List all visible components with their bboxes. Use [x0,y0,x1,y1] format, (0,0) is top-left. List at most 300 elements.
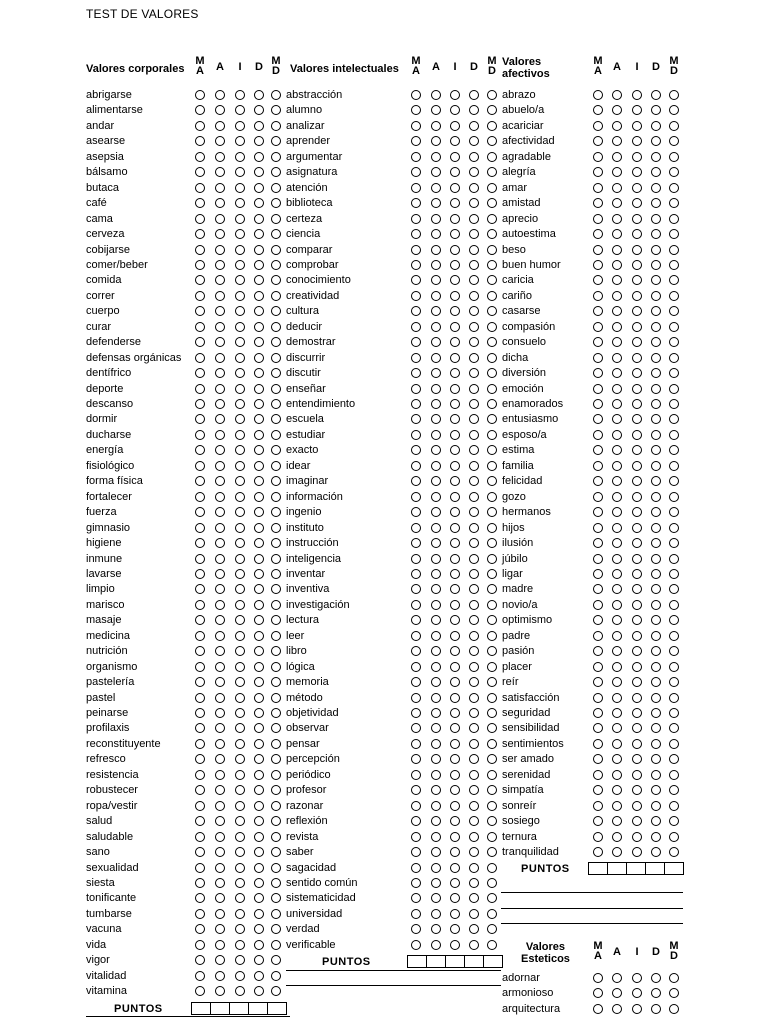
afectivos-rating-d-radio[interactable] [651,337,661,347]
intelectuales-rating-d-radio[interactable] [469,198,479,208]
afectivos-rating-ma-radio[interactable] [593,430,603,440]
afectivos-rating-d-radio[interactable] [651,214,661,224]
corporales-rating-md-radio[interactable] [271,198,281,208]
corporales-rating-a-radio[interactable] [215,476,225,486]
afectivos-rating-i-radio[interactable] [632,306,642,316]
corporales-rating-d-radio[interactable] [254,677,264,687]
corporales-rating-ma-radio[interactable] [195,569,205,579]
intelectuales-rating-ma-radio[interactable] [411,430,421,440]
corporales-rating-ma-radio[interactable] [195,291,205,301]
corporales-rating-a-radio[interactable] [215,940,225,950]
intelectuales-rating-i-radio[interactable] [450,152,460,162]
corporales-rating-i-radio[interactable] [235,306,245,316]
intelectuales-rating-ma-radio[interactable] [411,584,421,594]
afectivos-rating-ma-radio[interactable] [593,615,603,625]
corporales-rating-md-radio[interactable] [271,152,281,162]
corporales-rating-ma-radio[interactable] [195,523,205,533]
esteticos-rating-i-radio[interactable] [632,973,642,983]
corporales-rating-d-radio[interactable] [254,816,264,826]
intelectuales-rating-d-radio[interactable] [469,940,479,950]
intelectuales-rating-d-radio[interactable] [469,260,479,270]
intelectuales-rating-ma-radio[interactable] [411,893,421,903]
corporales-rating-md-radio[interactable] [271,584,281,594]
corporales-rating-md-radio[interactable] [271,816,281,826]
afectivos-rating-d-radio[interactable] [651,430,661,440]
intelectuales-rating-i-radio[interactable] [450,770,460,780]
corporales-rating-md-radio[interactable] [271,445,281,455]
afectivos-rating-i-radio[interactable] [632,291,642,301]
afectivos-rating-i-radio[interactable] [632,136,642,146]
corporales-rating-i-radio[interactable] [235,198,245,208]
intelectuales-rating-i-radio[interactable] [450,538,460,548]
corporales-rating-i-radio[interactable] [235,337,245,347]
afectivos-rating-ma-radio[interactable] [593,584,603,594]
corporales-rating-i-radio[interactable] [235,847,245,857]
corporales-rating-ma-radio[interactable] [195,337,205,347]
corporales-rating-i-radio[interactable] [235,739,245,749]
intelectuales-rating-i-radio[interactable] [450,183,460,193]
intelectuales-rating-ma-radio[interactable] [411,291,421,301]
corporales-rating-ma-radio[interactable] [195,677,205,687]
corporales-rating-d-radio[interactable] [254,646,264,656]
corporales-rating-a-radio[interactable] [215,198,225,208]
corporales-rating-ma-radio[interactable] [195,538,205,548]
intelectuales-rating-d-radio[interactable] [469,353,479,363]
afectivos-rating-a-radio[interactable] [612,785,622,795]
corporales-rating-md-radio[interactable] [271,600,281,610]
corporales-rating-md-radio[interactable] [271,384,281,394]
afectivos-rating-ma-radio[interactable] [593,523,603,533]
intelectuales-rating-ma-radio[interactable] [411,723,421,733]
afectivos-rating-a-radio[interactable] [612,275,622,285]
intelectuales-rating-a-radio[interactable] [431,631,441,641]
corporales-rating-d-radio[interactable] [254,801,264,811]
corporales-puntos-score-cell[interactable] [249,1003,268,1014]
intelectuales-rating-md-radio[interactable] [487,90,497,100]
intelectuales-rating-a-radio[interactable] [431,337,441,347]
intelectuales-rating-ma-radio[interactable] [411,739,421,749]
intelectuales-rating-ma-radio[interactable] [411,229,421,239]
intelectuales-rating-d-radio[interactable] [469,430,479,440]
intelectuales-rating-md-radio[interactable] [487,554,497,564]
afectivos-rating-md-radio[interactable] [669,723,679,733]
afectivos-rating-d-radio[interactable] [651,461,661,471]
corporales-rating-a-radio[interactable] [215,337,225,347]
intelectuales-rating-d-radio[interactable] [469,770,479,780]
intelectuales-rating-a-radio[interactable] [431,832,441,842]
afectivos-rating-i-radio[interactable] [632,275,642,285]
intelectuales-rating-i-radio[interactable] [450,291,460,301]
intelectuales-rating-a-radio[interactable] [431,368,441,378]
corporales-rating-ma-radio[interactable] [195,847,205,857]
afectivos-rating-i-radio[interactable] [632,445,642,455]
afectivos-rating-ma-radio[interactable] [593,214,603,224]
intelectuales-rating-ma-radio[interactable] [411,399,421,409]
corporales-rating-d-radio[interactable] [254,940,264,950]
intelectuales-rating-ma-radio[interactable] [411,554,421,564]
afectivos-rating-md-radio[interactable] [669,353,679,363]
afectivos-rating-md-radio[interactable] [669,554,679,564]
afectivos-rating-a-radio[interactable] [612,739,622,749]
afectivos-rating-a-radio[interactable] [612,353,622,363]
intelectuales-rating-md-radio[interactable] [487,322,497,332]
afectivos-rating-d-radio[interactable] [651,414,661,424]
afectivos-rating-md-radio[interactable] [669,368,679,378]
intelectuales-puntos-score-cell[interactable] [484,956,502,967]
corporales-rating-ma-radio[interactable] [195,476,205,486]
intelectuales-rating-a-radio[interactable] [431,662,441,672]
corporales-rating-md-radio[interactable] [271,275,281,285]
corporales-rating-a-radio[interactable] [215,368,225,378]
intelectuales-rating-d-radio[interactable] [469,615,479,625]
afectivos-rating-md-radio[interactable] [669,260,679,270]
afectivos-rating-d-radio[interactable] [651,584,661,594]
intelectuales-rating-d-radio[interactable] [469,847,479,857]
intelectuales-rating-d-radio[interactable] [469,337,479,347]
corporales-rating-d-radio[interactable] [254,863,264,873]
intelectuales-rating-a-radio[interactable] [431,291,441,301]
esteticos-rating-ma-radio[interactable] [593,988,603,998]
intelectuales-rating-d-radio[interactable] [469,136,479,146]
afectivos-rating-d-radio[interactable] [651,167,661,177]
afectivos-rating-md-radio[interactable] [669,832,679,842]
intelectuales-rating-d-radio[interactable] [469,924,479,934]
intelectuales-rating-ma-radio[interactable] [411,924,421,934]
afectivos-rating-d-radio[interactable] [651,322,661,332]
corporales-rating-ma-radio[interactable] [195,708,205,718]
afectivos-rating-d-radio[interactable] [651,105,661,115]
intelectuales-rating-md-radio[interactable] [487,662,497,672]
afectivos-rating-d-radio[interactable] [651,569,661,579]
afectivos-rating-md-radio[interactable] [669,770,679,780]
intelectuales-rating-md-radio[interactable] [487,337,497,347]
intelectuales-rating-ma-radio[interactable] [411,538,421,548]
afectivos-rating-d-radio[interactable] [651,492,661,502]
corporales-rating-d-radio[interactable] [254,275,264,285]
afectivos-rating-ma-radio[interactable] [593,414,603,424]
afectivos-rating-a-radio[interactable] [612,584,622,594]
afectivos-rating-a-radio[interactable] [612,677,622,687]
afectivos-rating-i-radio[interactable] [632,770,642,780]
afectivos-rating-md-radio[interactable] [669,600,679,610]
intelectuales-rating-a-radio[interactable] [431,445,441,455]
intelectuales-rating-a-radio[interactable] [431,646,441,656]
corporales-rating-d-radio[interactable] [254,909,264,919]
intelectuales-rating-d-radio[interactable] [469,816,479,826]
corporales-rating-ma-radio[interactable] [195,414,205,424]
corporales-rating-d-radio[interactable] [254,337,264,347]
afectivos-rating-ma-radio[interactable] [593,121,603,131]
intelectuales-rating-i-radio[interactable] [450,445,460,455]
corporales-rating-d-radio[interactable] [254,445,264,455]
corporales-rating-md-radio[interactable] [271,615,281,625]
afectivos-rating-d-radio[interactable] [651,368,661,378]
afectivos-rating-i-radio[interactable] [632,816,642,826]
afectivos-rating-md-radio[interactable] [669,105,679,115]
corporales-rating-i-radio[interactable] [235,167,245,177]
afectivos-rating-ma-radio[interactable] [593,183,603,193]
intelectuales-rating-d-radio[interactable] [469,229,479,239]
afectivos-rating-i-radio[interactable] [632,662,642,672]
corporales-rating-i-radio[interactable] [235,353,245,363]
intelectuales-rating-i-radio[interactable] [450,739,460,749]
intelectuales-rating-a-radio[interactable] [431,723,441,733]
intelectuales-rating-d-radio[interactable] [469,569,479,579]
intelectuales-rating-a-radio[interactable] [431,214,441,224]
afectivos-rating-i-radio[interactable] [632,152,642,162]
corporales-rating-i-radio[interactable] [235,893,245,903]
corporales-rating-a-radio[interactable] [215,260,225,270]
afectivos-rating-md-radio[interactable] [669,584,679,594]
afectivos-rating-d-radio[interactable] [651,136,661,146]
corporales-rating-md-radio[interactable] [271,554,281,564]
afectivos-rating-ma-radio[interactable] [593,337,603,347]
corporales-rating-d-radio[interactable] [254,492,264,502]
intelectuales-rating-i-radio[interactable] [450,322,460,332]
corporales-rating-md-radio[interactable] [271,693,281,703]
corporales-rating-ma-radio[interactable] [195,492,205,502]
corporales-rating-i-radio[interactable] [235,291,245,301]
afectivos-rating-a-radio[interactable] [612,723,622,733]
afectivos-rating-md-radio[interactable] [669,275,679,285]
intelectuales-rating-ma-radio[interactable] [411,940,421,950]
intelectuales-rating-i-radio[interactable] [450,121,460,131]
corporales-rating-a-radio[interactable] [215,569,225,579]
intelectuales-rating-ma-radio[interactable] [411,785,421,795]
afectivos-rating-md-radio[interactable] [669,337,679,347]
corporales-rating-md-radio[interactable] [271,167,281,177]
corporales-rating-i-radio[interactable] [235,476,245,486]
afectivos-rating-ma-radio[interactable] [593,445,603,455]
corporales-rating-ma-radio[interactable] [195,260,205,270]
intelectuales-rating-md-radio[interactable] [487,384,497,394]
intelectuales-rating-md-radio[interactable] [487,863,497,873]
corporales-rating-d-radio[interactable] [254,847,264,857]
afectivos-rating-md-radio[interactable] [669,136,679,146]
intelectuales-rating-md-radio[interactable] [487,291,497,301]
intelectuales-rating-md-radio[interactable] [487,770,497,780]
intelectuales-rating-d-radio[interactable] [469,322,479,332]
afectivos-rating-md-radio[interactable] [669,445,679,455]
corporales-rating-i-radio[interactable] [235,507,245,517]
afectivos-rating-a-radio[interactable] [612,260,622,270]
esteticos-rating-i-radio[interactable] [632,1004,642,1014]
intelectuales-rating-ma-radio[interactable] [411,708,421,718]
afectivos-rating-i-radio[interactable] [632,708,642,718]
intelectuales-rating-d-radio[interactable] [469,646,479,656]
intelectuales-rating-ma-radio[interactable] [411,368,421,378]
corporales-rating-md-radio[interactable] [271,136,281,146]
afectivos-rating-d-radio[interactable] [651,260,661,270]
corporales-rating-i-radio[interactable] [235,105,245,115]
afectivos-rating-a-radio[interactable] [612,615,622,625]
intelectuales-rating-i-radio[interactable] [450,399,460,409]
corporales-rating-i-radio[interactable] [235,183,245,193]
corporales-rating-a-radio[interactable] [215,693,225,703]
afectivos-rating-a-radio[interactable] [612,245,622,255]
corporales-rating-d-radio[interactable] [254,229,264,239]
corporales-puntos-score-cell[interactable] [268,1003,286,1014]
intelectuales-rating-a-radio[interactable] [431,136,441,146]
intelectuales-rating-i-radio[interactable] [450,260,460,270]
intelectuales-rating-d-radio[interactable] [469,121,479,131]
intelectuales-rating-i-radio[interactable] [450,105,460,115]
corporales-rating-d-radio[interactable] [254,584,264,594]
afectivos-rating-a-radio[interactable] [612,646,622,656]
intelectuales-rating-d-radio[interactable] [469,167,479,177]
intelectuales-rating-ma-radio[interactable] [411,275,421,285]
corporales-rating-md-radio[interactable] [271,940,281,950]
intelectuales-rating-d-radio[interactable] [469,368,479,378]
corporales-rating-md-radio[interactable] [271,631,281,641]
corporales-rating-d-radio[interactable] [254,986,264,996]
intelectuales-rating-d-radio[interactable] [469,461,479,471]
corporales-rating-md-radio[interactable] [271,461,281,471]
afectivos-rating-d-radio[interactable] [651,708,661,718]
corporales-rating-md-radio[interactable] [271,492,281,502]
intelectuales-rating-i-radio[interactable] [450,337,460,347]
afectivos-rating-i-radio[interactable] [632,801,642,811]
corporales-rating-md-radio[interactable] [271,183,281,193]
corporales-rating-i-radio[interactable] [235,492,245,502]
corporales-rating-a-radio[interactable] [215,275,225,285]
intelectuales-rating-a-radio[interactable] [431,353,441,363]
corporales-rating-i-radio[interactable] [235,662,245,672]
afectivos-rating-i-radio[interactable] [632,785,642,795]
afectivos-rating-md-radio[interactable] [669,430,679,440]
corporales-rating-ma-radio[interactable] [195,863,205,873]
intelectuales-rating-md-radio[interactable] [487,940,497,950]
corporales-rating-ma-radio[interactable] [195,940,205,950]
afectivos-rating-i-radio[interactable] [632,229,642,239]
afectivos-rating-ma-radio[interactable] [593,646,603,656]
intelectuales-rating-md-radio[interactable] [487,121,497,131]
corporales-rating-a-radio[interactable] [215,430,225,440]
afectivos-rating-i-radio[interactable] [632,167,642,177]
corporales-rating-ma-radio[interactable] [195,955,205,965]
corporales-rating-a-radio[interactable] [215,183,225,193]
corporales-rating-i-radio[interactable] [235,631,245,641]
corporales-rating-md-radio[interactable] [271,986,281,996]
intelectuales-rating-i-radio[interactable] [450,801,460,811]
corporales-rating-i-radio[interactable] [235,693,245,703]
intelectuales-rating-a-radio[interactable] [431,584,441,594]
corporales-rating-ma-radio[interactable] [195,353,205,363]
intelectuales-rating-d-radio[interactable] [469,801,479,811]
corporales-rating-i-radio[interactable] [235,940,245,950]
intelectuales-rating-i-radio[interactable] [450,353,460,363]
afectivos-rating-a-radio[interactable] [612,461,622,471]
corporales-rating-d-radio[interactable] [254,322,264,332]
corporales-rating-ma-radio[interactable] [195,662,205,672]
afectivos-rating-i-radio[interactable] [632,245,642,255]
afectivos-rating-md-radio[interactable] [669,229,679,239]
corporales-rating-i-radio[interactable] [235,600,245,610]
corporales-rating-md-radio[interactable] [271,971,281,981]
intelectuales-rating-ma-radio[interactable] [411,414,421,424]
corporales-rating-ma-radio[interactable] [195,554,205,564]
afectivos-rating-ma-radio[interactable] [593,723,603,733]
afectivos-rating-d-radio[interactable] [651,631,661,641]
corporales-rating-md-radio[interactable] [271,955,281,965]
afectivos-rating-md-radio[interactable] [669,677,679,687]
corporales-rating-i-radio[interactable] [235,986,245,996]
afectivos-rating-d-radio[interactable] [651,121,661,131]
afectivos-rating-ma-radio[interactable] [593,677,603,687]
afectivos-rating-md-radio[interactable] [669,492,679,502]
corporales-rating-a-radio[interactable] [215,584,225,594]
corporales-rating-d-radio[interactable] [254,600,264,610]
intelectuales-rating-ma-radio[interactable] [411,523,421,533]
intelectuales-rating-i-radio[interactable] [450,847,460,857]
intelectuales-rating-a-radio[interactable] [431,90,441,100]
corporales-rating-d-radio[interactable] [254,152,264,162]
intelectuales-rating-i-radio[interactable] [450,662,460,672]
afectivos-rating-ma-radio[interactable] [593,399,603,409]
intelectuales-rating-md-radio[interactable] [487,306,497,316]
corporales-rating-a-radio[interactable] [215,399,225,409]
afectivos-rating-d-radio[interactable] [651,198,661,208]
corporales-rating-d-radio[interactable] [254,291,264,301]
afectivos-rating-a-radio[interactable] [612,569,622,579]
corporales-rating-d-radio[interactable] [254,878,264,888]
intelectuales-rating-ma-radio[interactable] [411,646,421,656]
afectivos-rating-ma-radio[interactable] [593,245,603,255]
corporales-rating-a-radio[interactable] [215,723,225,733]
afectivos-rating-md-radio[interactable] [669,198,679,208]
corporales-rating-a-radio[interactable] [215,754,225,764]
corporales-rating-d-radio[interactable] [254,476,264,486]
intelectuales-rating-i-radio[interactable] [450,584,460,594]
corporales-rating-d-radio[interactable] [254,384,264,394]
corporales-rating-a-radio[interactable] [215,971,225,981]
afectivos-rating-d-radio[interactable] [651,801,661,811]
corporales-rating-d-radio[interactable] [254,662,264,672]
corporales-rating-d-radio[interactable] [254,615,264,625]
intelectuales-rating-i-radio[interactable] [450,214,460,224]
intelectuales-rating-a-radio[interactable] [431,507,441,517]
esteticos-rating-d-radio[interactable] [651,988,661,998]
intelectuales-puntos-score-cell[interactable] [427,956,446,967]
afectivos-rating-a-radio[interactable] [612,847,622,857]
intelectuales-rating-md-radio[interactable] [487,260,497,270]
intelectuales-rating-i-radio[interactable] [450,507,460,517]
corporales-rating-ma-radio[interactable] [195,770,205,780]
corporales-rating-a-radio[interactable] [215,507,225,517]
afectivos-puntos-score-cell[interactable] [608,863,627,874]
intelectuales-rating-d-radio[interactable] [469,662,479,672]
intelectuales-rating-md-radio[interactable] [487,584,497,594]
corporales-rating-ma-radio[interactable] [195,245,205,255]
corporales-rating-md-radio[interactable] [271,646,281,656]
intelectuales-rating-ma-radio[interactable] [411,260,421,270]
corporales-rating-md-radio[interactable] [271,337,281,347]
afectivos-rating-ma-radio[interactable] [593,554,603,564]
afectivos-rating-i-radio[interactable] [632,832,642,842]
intelectuales-rating-ma-radio[interactable] [411,615,421,625]
intelectuales-rating-d-radio[interactable] [469,275,479,285]
intelectuales-rating-ma-radio[interactable] [411,816,421,826]
intelectuales-rating-a-radio[interactable] [431,275,441,285]
intelectuales-rating-a-radio[interactable] [431,492,441,502]
corporales-rating-ma-radio[interactable] [195,739,205,749]
intelectuales-rating-ma-radio[interactable] [411,801,421,811]
afectivos-rating-i-radio[interactable] [632,569,642,579]
afectivos-rating-i-radio[interactable] [632,523,642,533]
corporales-rating-d-radio[interactable] [254,368,264,378]
corporales-rating-ma-radio[interactable] [195,631,205,641]
intelectuales-rating-d-radio[interactable] [469,105,479,115]
